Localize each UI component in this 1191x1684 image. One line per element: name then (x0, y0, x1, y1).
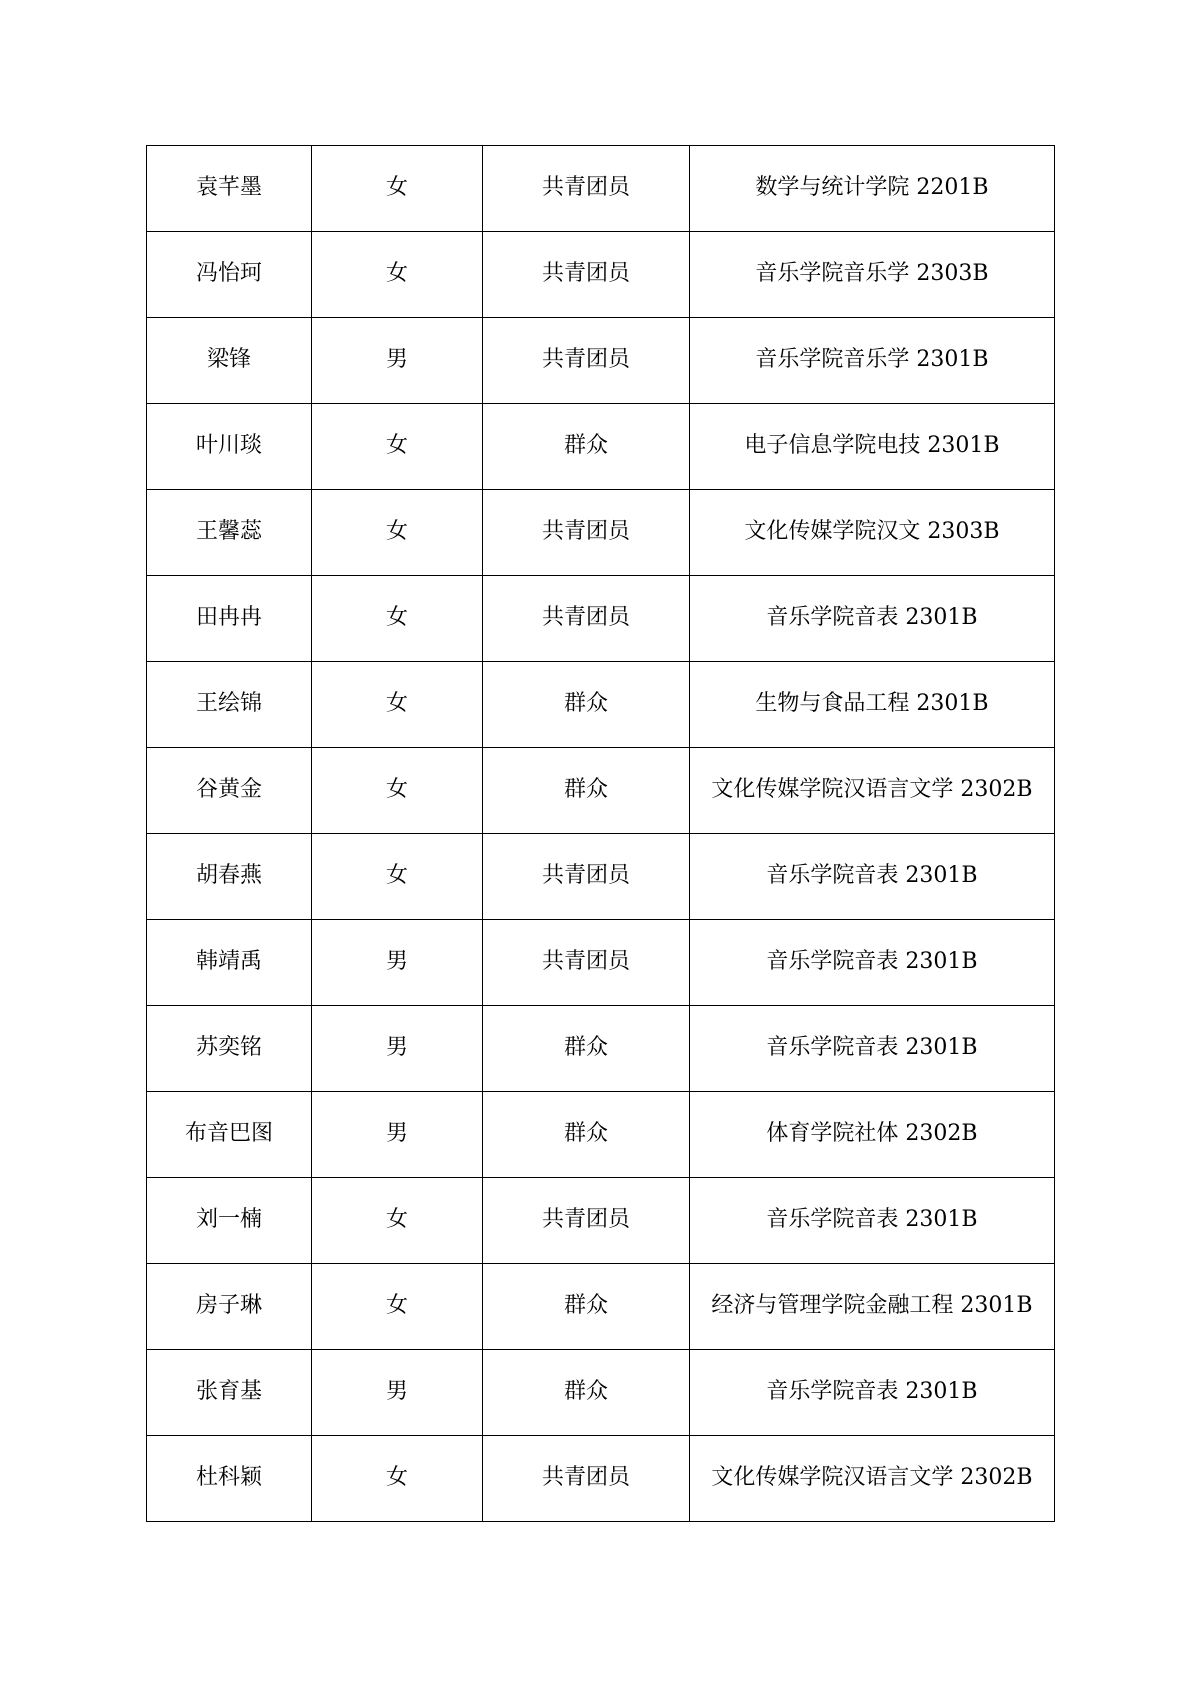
table-row (147, 318, 1055, 404)
student-name-cell: 王馨蕊 (147, 490, 312, 576)
gender-cell: 女 (312, 232, 483, 318)
table-row (147, 920, 1055, 1006)
table-row (147, 834, 1055, 920)
gender-cell: 女 (312, 404, 483, 490)
gender-cell: 男 (312, 318, 483, 404)
roster-table (146, 145, 1055, 1522)
table-row (147, 404, 1055, 490)
political-status-cell: 共青团员 (483, 1436, 690, 1522)
student-name-cell: 袁芊墨 (147, 146, 312, 232)
gender-cell: 男 (312, 1006, 483, 1092)
class-cell: 音乐学院音表 2301B (690, 920, 1055, 1006)
student-name-cell: 田冉冉 (147, 576, 312, 662)
gender-cell: 女 (312, 1178, 483, 1264)
political-status-cell: 群众 (483, 1092, 690, 1178)
table-row (147, 1350, 1055, 1436)
class-cell: 音乐学院音表 2301B (690, 576, 1055, 662)
gender-cell: 男 (312, 1350, 483, 1436)
class-cell: 文化传媒学院汉文 2303B (690, 490, 1055, 576)
political-status-cell: 群众 (483, 1006, 690, 1092)
class-cell: 音乐学院音表 2301B (690, 1350, 1055, 1436)
student-name-cell: 刘一楠 (147, 1178, 312, 1264)
class-cell: 数学与统计学院 2201B (690, 146, 1055, 232)
class-cell: 文化传媒学院汉语言文学 2302B (690, 748, 1055, 834)
gender-cell: 女 (312, 834, 483, 920)
table-row (147, 232, 1055, 318)
political-status-cell: 共青团员 (483, 576, 690, 662)
student-name-cell: 房子琳 (147, 1264, 312, 1350)
political-status-cell: 共青团员 (483, 1178, 690, 1264)
gender-cell: 女 (312, 1436, 483, 1522)
political-status-cell: 共青团员 (483, 490, 690, 576)
student-name-cell: 苏奕铭 (147, 1006, 312, 1092)
political-status-cell: 群众 (483, 662, 690, 748)
gender-cell: 女 (312, 662, 483, 748)
class-cell: 体育学院社体 2302B (690, 1092, 1055, 1178)
table-row (147, 490, 1055, 576)
political-status-cell: 共青团员 (483, 834, 690, 920)
table-row (147, 1006, 1055, 1092)
student-name-cell: 冯怡珂 (147, 232, 312, 318)
political-status-cell: 共青团员 (483, 318, 690, 404)
class-cell: 音乐学院音表 2301B (690, 1006, 1055, 1092)
gender-cell: 男 (312, 1092, 483, 1178)
class-cell: 音乐学院音乐学 2301B (690, 318, 1055, 404)
class-cell: 音乐学院音表 2301B (690, 834, 1055, 920)
gender-cell: 男 (312, 920, 483, 1006)
table-row (147, 1178, 1055, 1264)
political-status-cell: 群众 (483, 1350, 690, 1436)
political-status-cell: 共青团员 (483, 146, 690, 232)
political-status-cell: 群众 (483, 748, 690, 834)
student-name-cell: 韩靖禹 (147, 920, 312, 1006)
class-cell: 电子信息学院电技 2301B (690, 404, 1055, 490)
table-row (147, 662, 1055, 748)
student-name-cell: 叶川琰 (147, 404, 312, 490)
table-row (147, 1264, 1055, 1350)
class-cell: 音乐学院音表 2301B (690, 1178, 1055, 1264)
class-cell: 经济与管理学院金融工程 2301B (690, 1264, 1055, 1350)
table-row (147, 1436, 1055, 1522)
table-row (147, 1092, 1055, 1178)
class-cell: 生物与食品工程 2301B (690, 662, 1055, 748)
table-row (147, 146, 1055, 232)
political-status-cell: 共青团员 (483, 232, 690, 318)
student-name-cell: 杜科颖 (147, 1436, 312, 1522)
table-row (147, 748, 1055, 834)
gender-cell: 女 (312, 490, 483, 576)
political-status-cell: 群众 (483, 1264, 690, 1350)
student-name-cell: 张育基 (147, 1350, 312, 1436)
student-name-cell: 胡春燕 (147, 834, 312, 920)
student-name-cell: 梁锋 (147, 318, 312, 404)
gender-cell: 女 (312, 576, 483, 662)
gender-cell: 女 (312, 748, 483, 834)
roster-table-body (147, 146, 1055, 1522)
political-status-cell: 共青团员 (483, 920, 690, 1006)
student-name-cell: 谷黄金 (147, 748, 312, 834)
political-status-cell: 群众 (483, 404, 690, 490)
student-name-cell: 王绘锦 (147, 662, 312, 748)
gender-cell: 女 (312, 146, 483, 232)
class-cell: 音乐学院音乐学 2303B (690, 232, 1055, 318)
gender-cell: 女 (312, 1264, 483, 1350)
table-row (147, 576, 1055, 662)
class-cell: 文化传媒学院汉语言文学 2302B (690, 1436, 1055, 1522)
student-name-cell: 布音巴图 (147, 1092, 312, 1178)
